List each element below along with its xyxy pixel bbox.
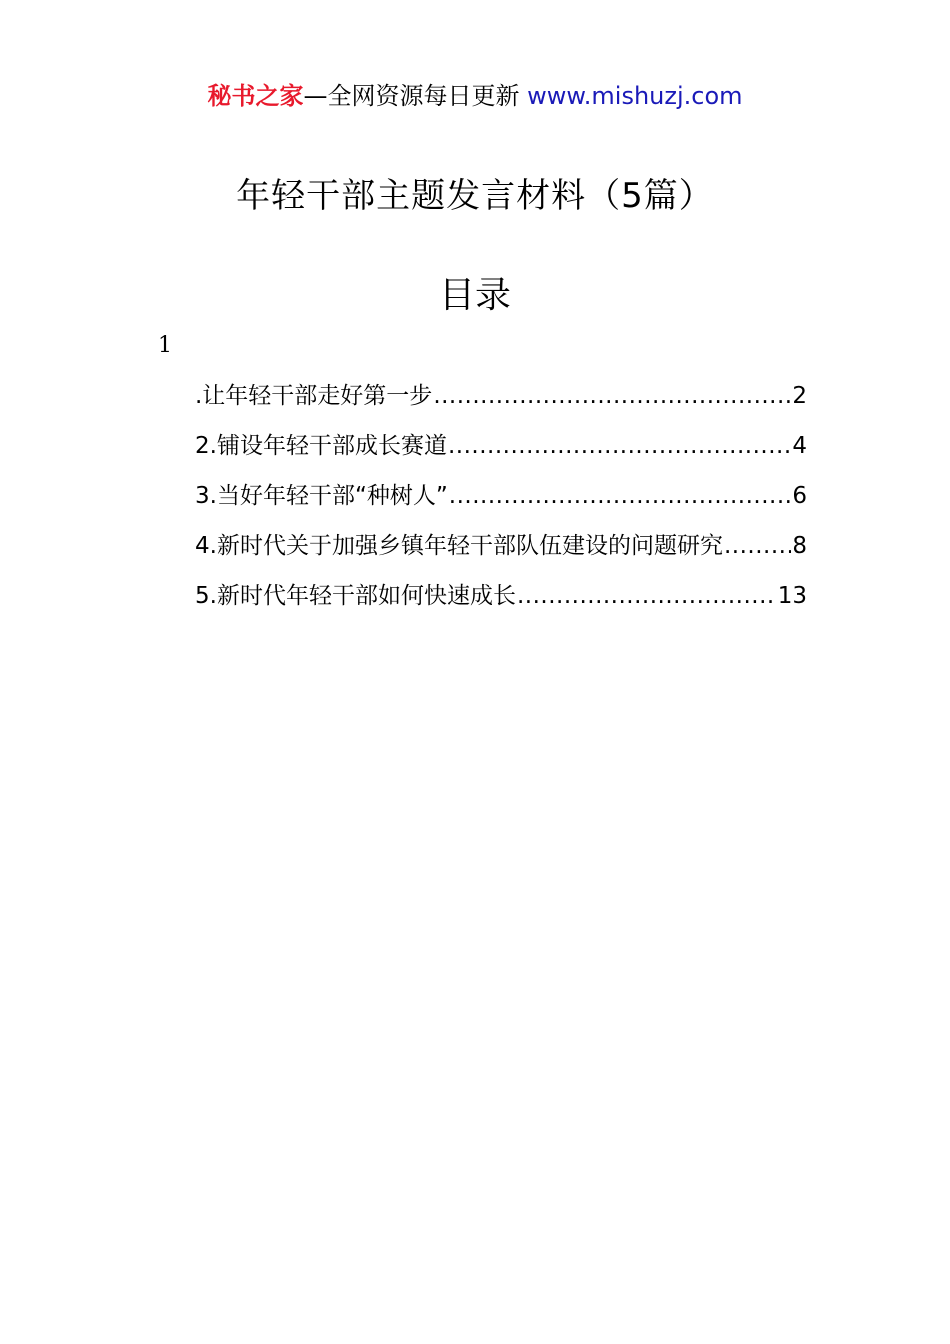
toc-dot-leader: [433, 378, 791, 414]
toc-page-number: 2: [792, 383, 807, 409]
toc-page-number: 13: [777, 583, 807, 609]
toc-entry-title: 2.铺设年轻干部成长赛道: [195, 433, 447, 459]
toc-entry-4[interactable]: [195, 528, 807, 578]
toc-entry-5[interactable]: [195, 578, 807, 628]
toc-entry-2[interactable]: [195, 428, 807, 478]
toc-page-number: 4: [792, 433, 807, 459]
toc-dot-leader: [448, 428, 791, 464]
toc-entry-3[interactable]: [195, 478, 807, 528]
toc-entry-title: 3.当好年轻干部“种树人”: [195, 483, 448, 509]
toc-dot-leader: [724, 528, 791, 564]
toc-entry-title: 5.新时代年轻干部如何快速成长: [195, 583, 516, 609]
brand-name: 秘书之家: [207, 82, 304, 110]
toc-page-number: 6: [792, 483, 807, 509]
header-slogan: —全网资源每日更新: [303, 82, 528, 110]
table-of-contents: [195, 378, 807, 628]
toc-heading: 目录: [438, 275, 511, 316]
toc-entry-title: .让年轻干部走好第一步: [195, 383, 433, 409]
toc-page-number: 8: [792, 533, 807, 559]
list-number: 1: [158, 333, 172, 358]
site-url-link[interactable]: www.mishuzj.com: [527, 82, 743, 110]
toc-entry-title: 4.新时代关于加强乡镇年轻干部队伍建设的问题研究: [195, 533, 723, 559]
document-title: 年轻干部主题发言材料（5篇）: [236, 176, 714, 216]
site-header: [0, 80, 950, 112]
toc-dot-leader: [449, 478, 792, 514]
toc-entry-1[interactable]: [195, 378, 807, 428]
toc-dot-leader: [517, 578, 777, 614]
